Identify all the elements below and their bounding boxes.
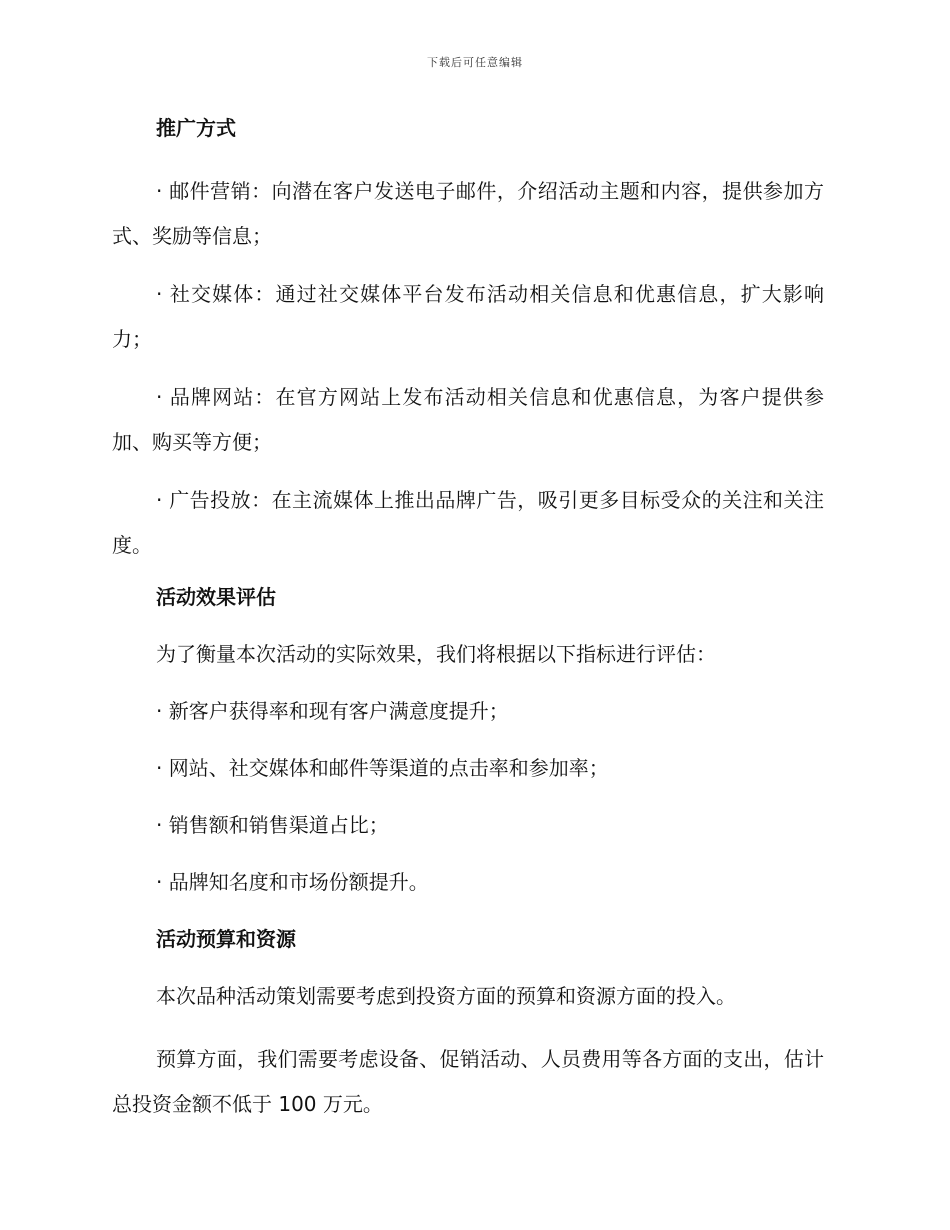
section-heading-promotion: 推广方式 [156, 116, 236, 140]
list-item: · 新客户获得率和现有客户满意度提升； [156, 699, 509, 723]
list-item: · 网站、社交媒体和邮件等渠道的点击率和参加率； [156, 756, 609, 780]
budget-paragraph: 本次品种活动策划需要考虑到投资方面的预算和资源方面的投入。 [156, 984, 736, 1008]
list-item: · 品牌网站：在官方网站上发布活动相关信息和优惠信息，为客户提供参加、购买等方便； [112, 385, 824, 454]
budget-paragraph: 预算方面，我们需要考虑设备、促销活动、人员费用等各方面的支出，估计总投资金额不低于 100 万元。 [112, 1047, 824, 1116]
list-item: · 广告投放：在主流媒体上推出品牌广告，吸引更多目标受众的关注和关注度。 [112, 488, 824, 557]
list-item: · 品牌知名度和市场份额提升。 [156, 870, 429, 894]
list-item: · 销售额和销售渠道占比； [156, 813, 389, 837]
evaluation-intro: 为了衡量本次活动的实际效果，我们将根据以下指标进行评估： [156, 642, 716, 666]
section-heading-budget: 活动预算和资源 [156, 927, 296, 951]
section-heading-evaluation: 活动效果评估 [156, 585, 276, 609]
document-body [112, 112, 824, 1140]
page-header-note: 下载后可任意编辑 [427, 56, 523, 69]
list-item: · 邮件营销：向潜在客户发送电子邮件，介绍活动主题和内容，提供参加方式、奖励等信息； [112, 179, 824, 248]
list-item: · 社交媒体：通过社交媒体平台发布活动相关信息和优惠信息，扩大影响力； [112, 282, 824, 351]
